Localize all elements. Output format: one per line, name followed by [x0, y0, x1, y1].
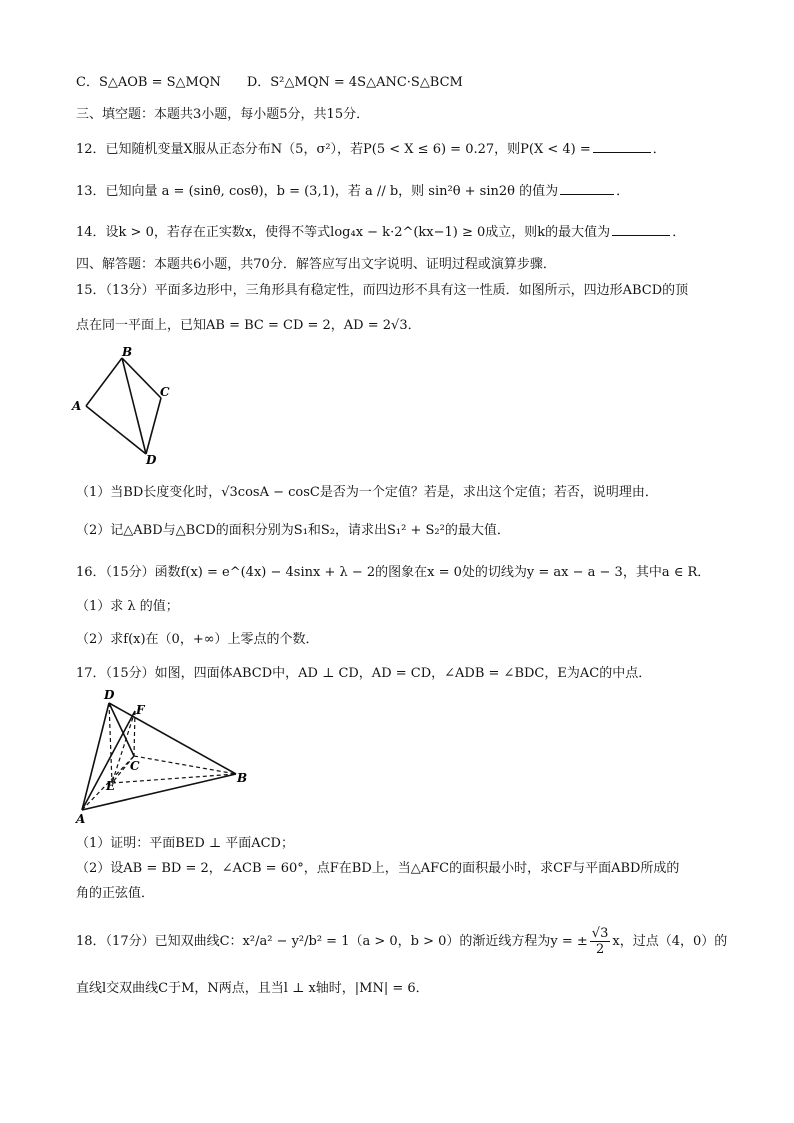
tetrahedron-figure — [70, 686, 260, 826]
question-16: 16．（15分）函数f(x) = e^(4x) − 4sinx + λ − 2的图象在x = 0处的切线为y = ax − a − 3，其中a ∈ R． — [76, 565, 711, 580]
question-18 — [76, 925, 727, 959]
fraction-denominator: 2 — [595, 942, 605, 957]
question-18-line-2: 直线l交双曲线C于M，N两点，且当l ⊥ x轴时，|MN| = 6． — [76, 981, 429, 996]
fig2-label-E: E — [106, 779, 116, 793]
question-15-line-2: 点在同一平面上，已知AB = BC = CD = 2，AD = 2√3． — [76, 318, 421, 333]
question-17-part-2: （2）设AB = BD = 2，∠ACB = 60°，点F在BD上，当△AFC的面积最小时，求CF与平面ABD所成的 — [76, 861, 680, 876]
fig2-label-C: C — [130, 759, 140, 773]
section-fill-in-heading: 三、填空题：本题共3小题，每小题5分，共15分． — [76, 107, 370, 122]
answer-blank-12 — [593, 140, 651, 153]
question-13: 13．已知向量 a = (sinθ, cosθ)，b = (3,1)，若 a // b，则 sin²θ + sin2θ 的值为 ． — [76, 184, 630, 199]
quadrilateral-figure — [66, 344, 186, 469]
fig2-label-F: F — [136, 703, 145, 717]
question-15-part-2: （2）记△ABD与△BCD的面积分别为S₁和S₂，请求出S₁² + S₂²的最大值． — [76, 523, 510, 538]
fig2-label-D: D — [104, 688, 115, 702]
question-16-part-2: （2）求f(x)在（0，+∞）上零点的个数． — [76, 632, 319, 647]
fig1-label-D: D — [146, 453, 157, 467]
question-18-text-a: 18．（17分）已知双曲线C：x²/a² − y²/b² = 1（a > 0，b > 0）的渐近线方程为y = ± — [76, 934, 588, 949]
question-14: 14．设k > 0，若存在正实数x，使得不等式log₄x − k·2^(kx−1) ≥ 0成立，则k的最大值为 ． — [76, 225, 686, 240]
question-15-line-1: 15．（13分）平面多边形中，三角形具有稳定性，而四边形不具有这一性质．如图所示，四边形ABCD的顶 — [76, 283, 689, 298]
fraction-numerator: √3 — [591, 926, 609, 941]
fig1-label-C: C — [160, 385, 170, 399]
question-18-text-b: x，过点（4，0）的 — [612, 934, 728, 949]
answer-blank-13 — [560, 182, 614, 195]
section-answer-heading: 四、解答题：本题共6小题，共70分．解答应写出文字说明、证明过程或演算步骤． — [76, 257, 556, 272]
fig2-label-A: A — [76, 812, 86, 826]
answer-blank-14 — [612, 223, 670, 236]
question-12-text: 12．已知随机变量X服从正态分布N（5，σ²），若P(5 < X ≤ 6) = 0.27，则P(X < 4) = — [76, 142, 591, 157]
fig1-label-A: A — [72, 399, 82, 413]
asymptote-slope-fraction — [590, 926, 611, 957]
question-17-part-2-cont: 角的正弦值． — [76, 886, 155, 901]
line-options-cd: C．S△AOB = S△MQN D．S²△MQN = 4S△ANC·S△BCM — [76, 75, 463, 90]
question-14-text: 14．设k > 0，若存在正实数x，使得不等式log₄x − k·2^(kx−1) ≥ 0成立，则k的最大值为 — [76, 225, 611, 240]
question-13-text: 13．已知向量 a = (sinθ, cosθ)，b = (3,1)，若 a // b，则 sin²θ + sin2θ 的值为 — [76, 184, 559, 199]
question-17: 17．（15分）如图，四面体ABCD中，AD ⊥ CD，AD = CD，∠ADB = ∠BDC，E为AC的中点． — [76, 666, 652, 681]
fig1-label-B: B — [122, 345, 133, 359]
question-15-part-1: （1）当BD长度变化时，√3cosA − cosC是否为一个定值？若是，求出这个定值；若否，说明理由． — [76, 485, 658, 500]
fig2-label-B: B — [237, 771, 248, 785]
question-17-part-1: （1）证明：平面BED ⊥ 平面ACD； — [76, 836, 294, 851]
question-16-part-1: （1）求 λ 的值； — [76, 599, 179, 614]
question-12: 12．已知随机变量X服从正态分布N（5，σ²），若P(5 < X ≤ 6) = 0.27，则P(X < 4) = ． — [76, 142, 666, 157]
